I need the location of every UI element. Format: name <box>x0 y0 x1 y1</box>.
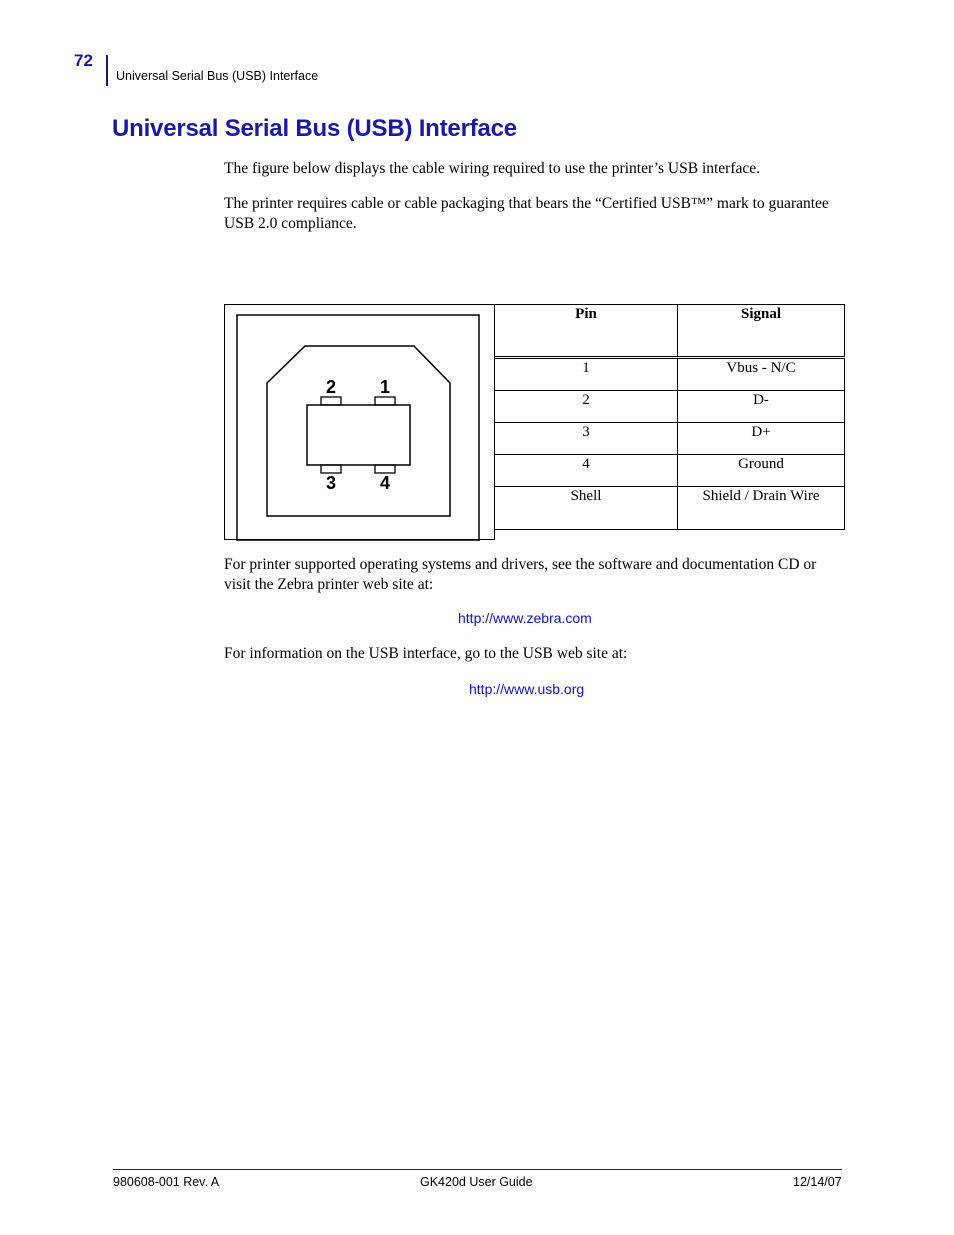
usb-info-paragraph: For information on the USB interface, go to the USB web site at: <box>224 645 628 662</box>
page-number: 72 <box>74 51 93 70</box>
pin-cell: Shell <box>495 487 678 530</box>
connector-tongue <box>307 405 410 465</box>
pin-contact-2 <box>321 397 341 405</box>
pin-contact-4 <box>375 465 395 473</box>
signal-cell: Vbus - N/C <box>678 358 845 391</box>
table-header-row <box>495 305 845 358</box>
usb-b-connector-diagram <box>225 305 496 541</box>
pin-contact-1 <box>375 397 395 405</box>
table-row <box>495 487 845 530</box>
signal-cell: D- <box>678 391 845 423</box>
column-header-signal: Signal <box>678 305 845 358</box>
column-header-pin: Pin <box>495 305 678 358</box>
signal-cell: D+ <box>678 423 845 455</box>
pin-cell: 2 <box>495 391 678 423</box>
connector-housing <box>267 346 450 516</box>
footer-guide-title: GK420d User Guide <box>420 1175 533 1189</box>
pin-cell: 4 <box>495 455 678 487</box>
section-title: Universal Serial Bus (USB) Interface <box>112 115 517 142</box>
pin-label-3: 3 <box>325 473 337 493</box>
footer-rule <box>113 1169 842 1170</box>
running-head: Universal Serial Bus (USB) Interface <box>116 69 319 83</box>
drivers-paragraph: For printer supported operating systems and drivers, see the software and documentation CD or visit the Zebra printer web site at: <box>224 556 817 593</box>
pin-contact-3 <box>321 465 341 473</box>
usb-connector-figure <box>224 304 495 540</box>
footer-document-number: 980608-001 Rev. A <box>113 1175 220 1189</box>
connector-outer-frame <box>237 315 479 541</box>
footer-date: 12/14/07 <box>793 1175 842 1189</box>
pin-label-1: 1 <box>379 377 391 397</box>
intro-paragraph: The figure below displays the cable wiring required to use the printer’s USB interface. <box>224 160 761 177</box>
table-row <box>495 391 845 423</box>
table-row <box>495 455 845 487</box>
signal-cell: Ground <box>678 455 845 487</box>
table-row <box>495 358 845 391</box>
pin-label-4: 4 <box>379 473 391 493</box>
zebra-website-link[interactable]: http://www.zebra.com <box>458 610 592 626</box>
header-rule <box>106 55 108 86</box>
pin-cell: 3 <box>495 423 678 455</box>
pin-cell: 1 <box>495 358 678 391</box>
usb-website-link[interactable]: http://www.usb.org <box>469 681 585 697</box>
pin-signal-table <box>494 304 845 530</box>
pin-label-2: 2 <box>325 377 337 397</box>
signal-cell: Shield / Drain Wire <box>678 487 845 530</box>
certification-paragraph: The printer requires cable or cable packaging that bears the “Certified USB™” mark to guarantee USB 2.0 compliance. <box>224 195 829 232</box>
table-row <box>495 423 845 455</box>
